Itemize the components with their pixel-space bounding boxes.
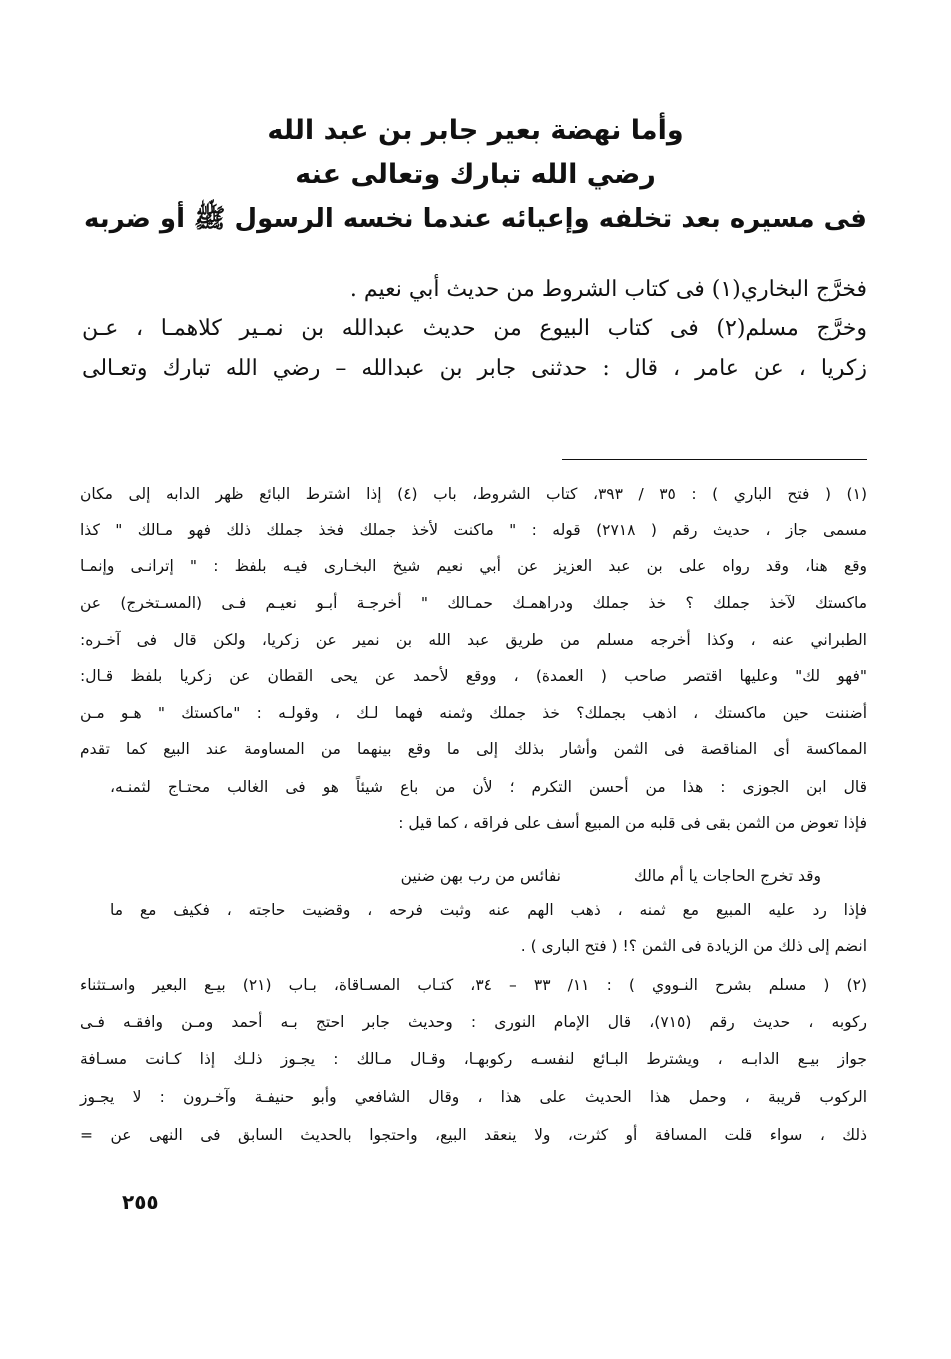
heading-line-1: وأما نهضة بعير جابر بن عبد الله — [267, 115, 684, 146]
body-line-1: فخرَّج البخاري(١) فى كتاب الشروط من حديث أبي نعيم . — [349, 277, 867, 302]
verse-second-hemistich: نفائس من رب بهن ضنين — [400, 867, 561, 885]
verse-first-hemistich: وقد تخرج الحاجات يا أم مالك — [634, 867, 821, 885]
footnote-2-line-2: ركوبه ، حديث رقم (٧١٥)، قال الإمام النورى : وحديث جابر احتج بـه أحمد ومـن وافقـه فـى — [80, 1013, 868, 1031]
footnote-2-line-5: ذلك ، سواء قلت المسافة أو كثرت، ولا ينعقد البيع، واحتجوا بالحديث السابق فى النهى عن = — [80, 1126, 867, 1144]
footnote-1-line-1: (١) ( فتح الباري ) : ٣٥ / ٣٩٣، كتاب الشروط، باب (٤) إذا اشترط البائع ظهر الدابه إلى مكان — [80, 485, 867, 503]
footnote-1-line-4: ماكستك لآخذ جملك ؟ خذ جملك ودراهمـك حمـالك " أخرجـة أبـو نعيـم فـى (المسـتخرج) عن — [80, 594, 867, 612]
body-line-3: زكريا ، عن عامر ، قال : حدثنى جابر بن عبدالله – رضي الله تبارك وتعـالى — [82, 356, 867, 381]
footnote-1-line-5: الطبراني عنه ، وكذا أخرجه مسلم من طريق عبد الله بن نمير عن زكريا، ولكن قال فى آخـره: — [80, 631, 867, 649]
footnote-1-line-2: مسمى جاز ، حديث رقم ( ٢٧١٨) قوله : " ماكنت لأخذ جملك فخذ جملك ذلك فهو مـالك " كذا — [80, 521, 868, 539]
footnote-2-line-1: (٢) ( مسلم بشرح النـووي ) : ١١/ ٣٣ – ٣٤، كتـاب المسـاقاة، بـاب (٢١) بيـع البعير واسـتثناء — [80, 976, 867, 994]
footnote-1-line-9: قال ابن الجوزى : هذا من أحسن التكرم ؛ لأن من باع شيئاً هو فى الغالب محتـاج لثمنـه، — [110, 778, 867, 796]
footnote-1-line-8: المماكسة أى المناقصة فى الثمن وأشار بذلك إلى ما وقع بينهما من المساومة عند البيع كما تقدم — [80, 740, 867, 758]
footnote-2-line-4: الركوب قريبة ، وحمل هذا الحديث على هذا ، وقال الشافعي وأبو حنيفـة وآخـرون : لا يجـوز — [80, 1088, 867, 1106]
footnote-1-line-6: "فهو لك" وعليها اقتصر صاحب ( العمدة) ، ووقع لأحمد عن يحى القطان عن زكريا بلفظ قـال: — [80, 667, 867, 685]
page-number: ٢٥٥ — [122, 1190, 159, 1214]
footnote-1-line-10: فإذا تعوض من الثمن بقى فى قلبه من المبيع أسف على فراقه ، كما قيل : — [398, 814, 867, 832]
heading-line-2: رضي الله تبارك وتعالى عنه — [295, 159, 656, 190]
footnote-2-line-3: جواز بيـع الدابـه ، ويشترط البـائع لنفسـه ركوبهـا، وقـال مـالك : يجـوز ذلـك إذا كـانت مسـافة — [80, 1050, 867, 1068]
footnote-1-line-7: أضننت حين ماكستك ، اذهب بجملك؟ خذ جملك وثمنه فهما لـك ، وقولـه : "ماكستك " هـو مـن — [80, 704, 867, 722]
footnote-1-line-3: وقع هنا، وقد رواه على بن عبد العزيز عن أبي نعيم شيخ البخـارى فيـه بلفظ : " إترانـى وإنمـا — [80, 557, 867, 575]
footnote-1-line-11: فإذا رد عليه المبيع مع ثمنه ، ذهب الهم عنه وثبت فرحه ، وقضيت حاجته ، فكيف مع ما — [110, 901, 867, 919]
footnote-1-line-12: انضم إلى ذلك من الزيادة فى الثمن ؟! ( فتح البارى ) . — [520, 937, 867, 955]
heading-line-3: فى مسيره بعد تخلفه وإعيائه عندما نخسه الرسول ﷺ أو ضربه — [84, 204, 867, 234]
footnote-separator — [562, 459, 867, 460]
body-line-2: وخرَّج مسلم(٢) فى كتاب البيوع من حديث عبدالله بن نمـير كلاهمـا ، عـن — [82, 316, 867, 341]
